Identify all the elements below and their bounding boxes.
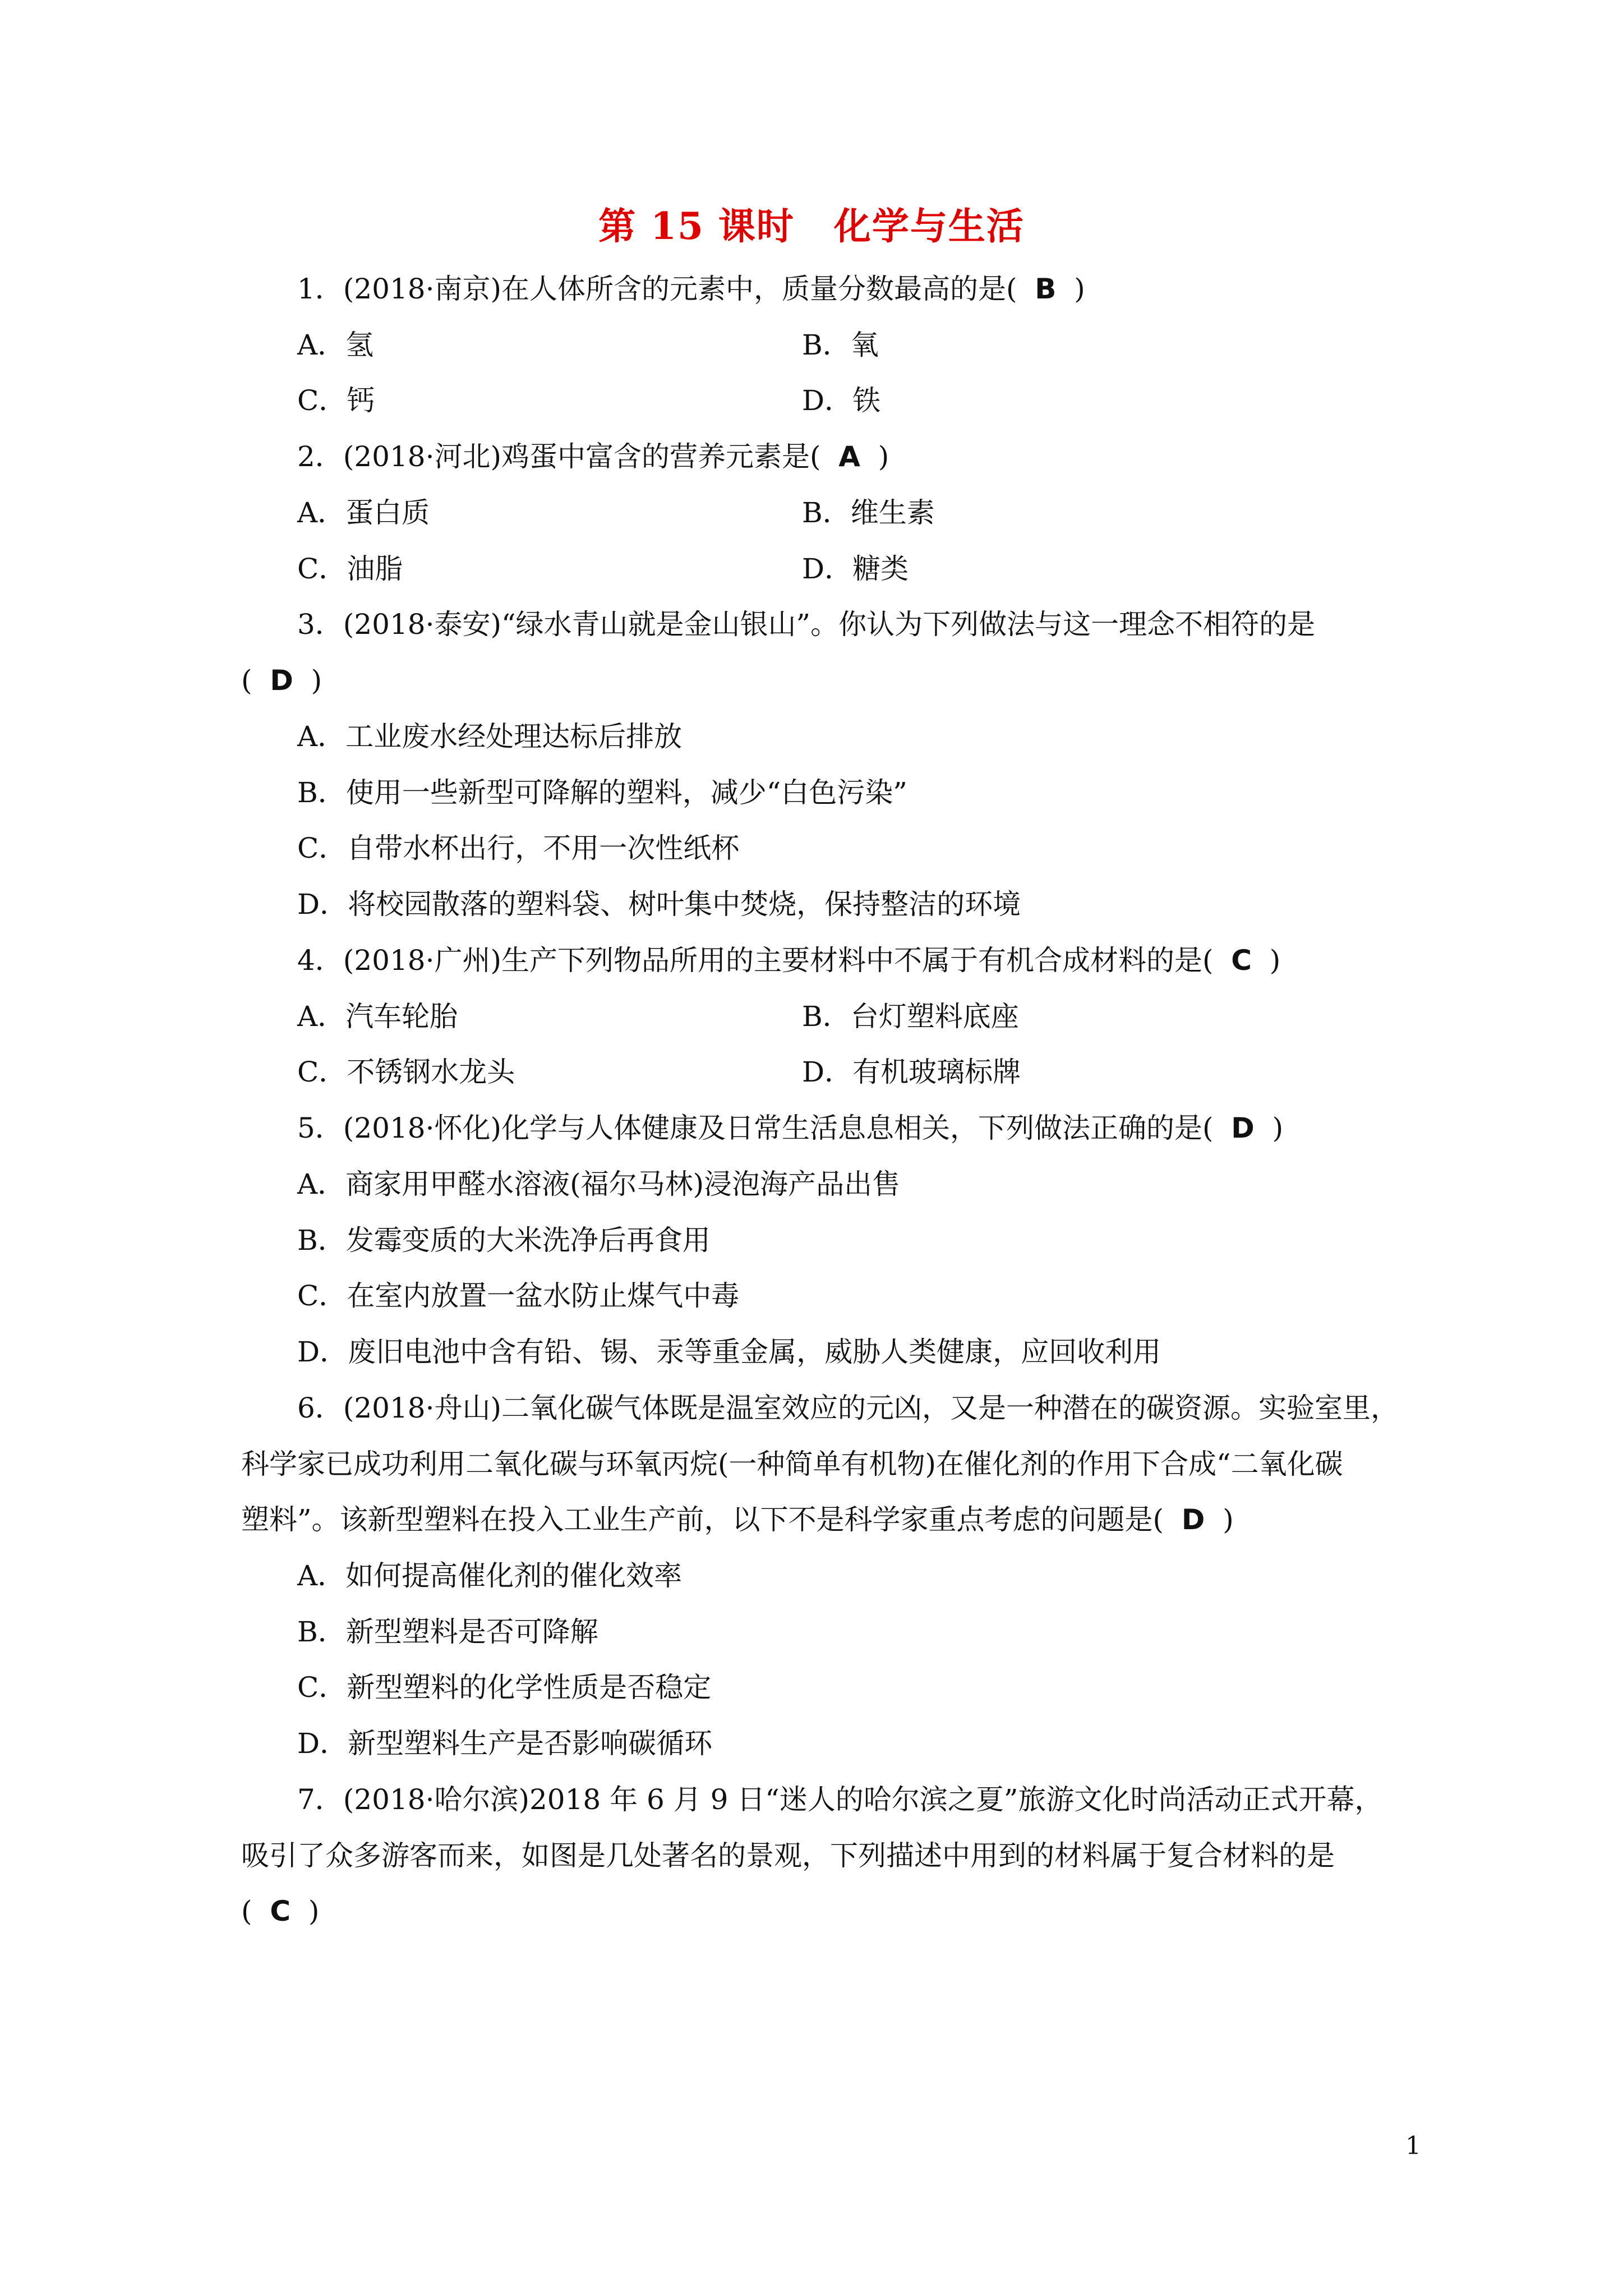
question-2-stem: 2．(2018·河北)鸡蛋中富含的营养元素是( A ) bbox=[297, 440, 889, 473]
question-3-option-b: B．使用一些新型可降解的塑料，减少“白色污染” bbox=[297, 776, 907, 809]
page-title bbox=[0, 196, 1623, 250]
question-6-stem-line-1: 6．(2018·舟山)二氧化碳气体既是温室效应的元凶，又是一种潜在的碳资源。实验室里， bbox=[297, 1392, 1399, 1424]
question-1-option-c: C．钙 bbox=[297, 384, 375, 417]
question-1-option-d: D．铁 bbox=[802, 384, 881, 417]
page-number: 1 bbox=[1405, 2132, 1421, 2160]
question-4-option-b: B．台灯塑料底座 bbox=[802, 1000, 1019, 1033]
question-3-option-a: A．工业废水经处理达标后排放 bbox=[297, 720, 683, 753]
question-4-option-c: C．不锈钢水龙头 bbox=[297, 1056, 515, 1088]
question-1-answer: B bbox=[1035, 273, 1057, 305]
question-4-answer: C bbox=[1231, 944, 1252, 977]
question-5-answer: D bbox=[1231, 1112, 1255, 1144]
question-7-answer: C bbox=[270, 1895, 291, 1927]
question-7-answer-line: ( C ) bbox=[241, 1895, 320, 1927]
question-6-stem-line-3: 塑料”。该新型塑料在投入工业生产前，以下不是科学家重点考虑的问题是( D ) bbox=[241, 1503, 1234, 1536]
question-1-option-b: B．氧 bbox=[802, 329, 879, 361]
question-2-answer: A bbox=[838, 440, 860, 473]
question-7-stem-line-2: 吸引了众多游客而来，如图是几处著名的景观，下列描述中用到的材料属于复合材料的是 bbox=[241, 1839, 1335, 1872]
question-5-option-d: D．废旧电池中含有铅、锡、汞等重金属，威胁人类健康，应回收利用 bbox=[297, 1336, 1161, 1368]
question-6-option-a: A．如何提高催化剂的催化效率 bbox=[297, 1559, 683, 1592]
question-1-stem: 1．(2018·南京)在人体所含的元素中，质量分数最高的是( B ) bbox=[297, 273, 1085, 305]
question-6-stem-line-2: 科学家已成功利用二氧化碳与环氧丙烷(一种简单有机物)在催化剂的作用下合成“二氧化碳 bbox=[241, 1448, 1343, 1480]
question-2-option-b: B．维生素 bbox=[802, 496, 935, 529]
question-6-option-c: C．新型塑料的化学性质是否稳定 bbox=[297, 1671, 712, 1704]
question-2-option-a: A．蛋白质 bbox=[297, 496, 430, 529]
question-3-option-c: C．自带水杯出行，不用一次性纸杯 bbox=[297, 832, 740, 864]
question-4-stem: 4．(2018·广州)生产下列物品所用的主要材料中不属于有机合成材料的是( C ) bbox=[297, 944, 1281, 977]
lesson-number: 第 15 课时 bbox=[598, 204, 795, 248]
question-5-option-a: A．商家用甲醛水溶液(福尔马林)浸泡海产品出售 bbox=[297, 1168, 901, 1200]
question-6-answer: D bbox=[1181, 1503, 1205, 1536]
question-2-option-c: C．油脂 bbox=[297, 553, 403, 585]
lesson-topic: 化学与生活 bbox=[833, 204, 1025, 248]
question-5-option-c: C．在室内放置一盆水防止煤气中毒 bbox=[297, 1280, 740, 1312]
question-6-option-d: D．新型塑料生产是否影响碳循环 bbox=[297, 1727, 713, 1760]
question-6-option-b: B．新型塑料是否可降解 bbox=[297, 1616, 598, 1648]
question-5-stem: 5．(2018·怀化)化学与人体健康及日常生活息息相关，下列做法正确的是( D ) bbox=[297, 1112, 1284, 1144]
question-4-option-d: D．有机玻璃标牌 bbox=[802, 1056, 1021, 1088]
question-3-option-d: D．将校园散落的塑料袋、树叶集中焚烧，保持整洁的环境 bbox=[297, 888, 1021, 921]
question-3-answer: D bbox=[270, 664, 293, 697]
question-1-option-a: A．氢 bbox=[297, 329, 374, 361]
question-2-option-d: D．糖类 bbox=[802, 553, 909, 585]
question-3-stem: 3．(2018·泰安)“绿水青山就是金山银山”。你认为下列做法与这一理念不相符的是 bbox=[297, 608, 1316, 641]
question-7-stem-line-1: 7．(2018·哈尔滨)2018 年 6 月 9 日“迷人的哈尔滨之夏”旅游文化时尚活动正式开幕， bbox=[297, 1783, 1383, 1816]
question-3-answer-line: ( D ) bbox=[241, 664, 322, 697]
question-4-option-a: A．汽车轮胎 bbox=[297, 1000, 458, 1033]
question-5-option-b: B．发霉变质的大米洗净后再食用 bbox=[297, 1224, 711, 1257]
